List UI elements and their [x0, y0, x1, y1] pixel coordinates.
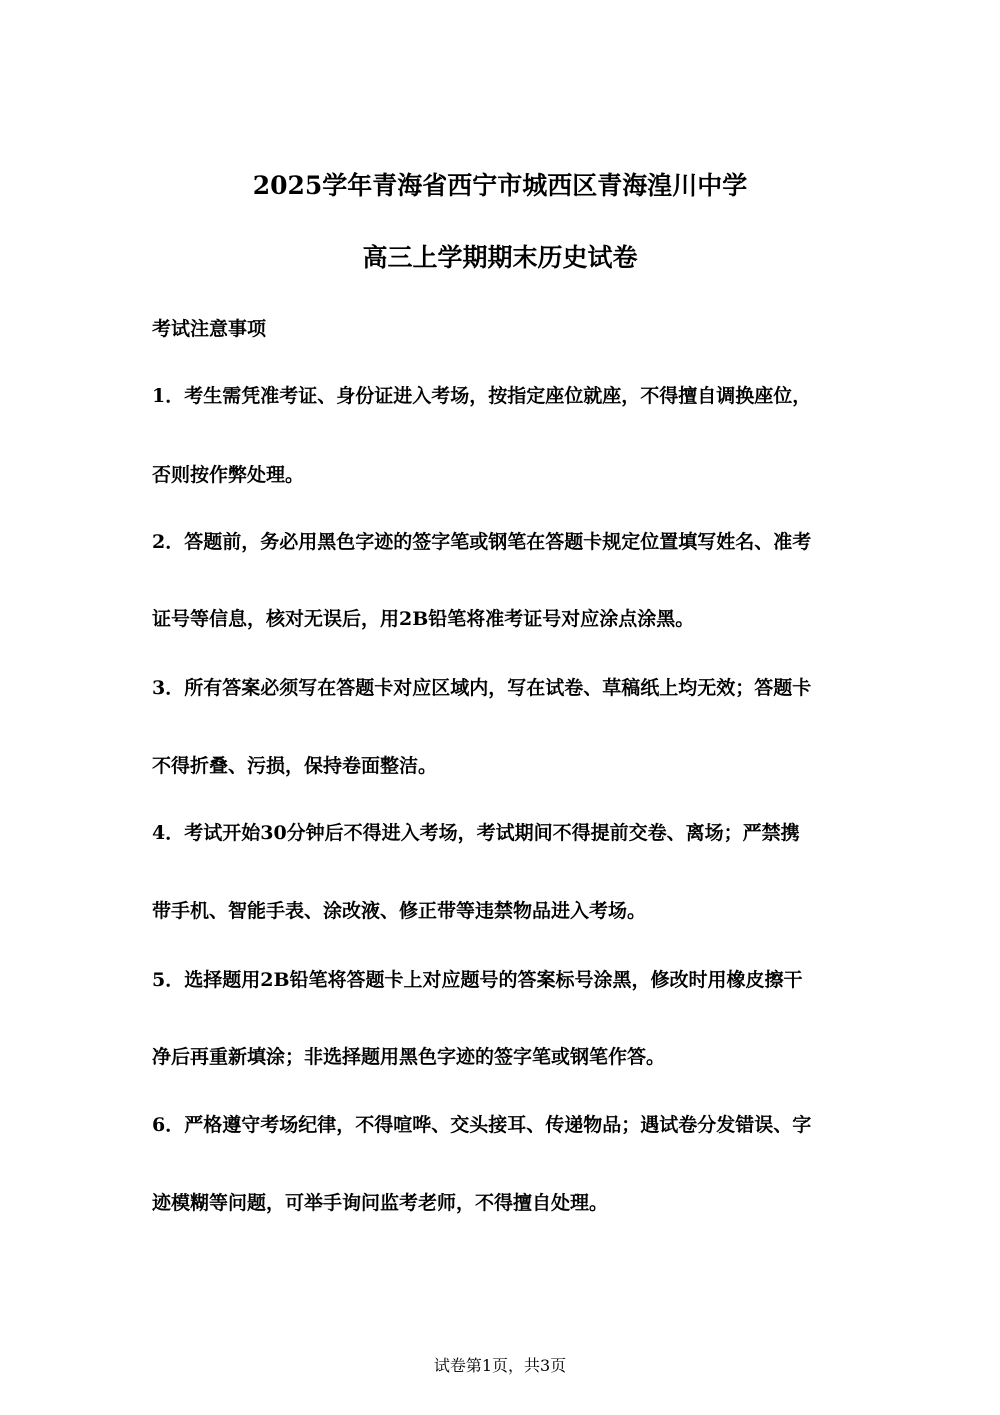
notice-item-5-line-2: 净后再重新填涂；非选择题用黑色字迹的签字笔或钢笔作答。	[152, 1046, 666, 1068]
notice-item-3-line-1: 3．所有答案必须写在答题卡对应区域内，写在试卷、草稿纸上均无效；答题卡	[152, 677, 812, 699]
title-line-1: 2025学年青海省西宁市城西区青海湟川中学	[252, 171, 748, 200]
notice-item-6-line-2: 迹模糊等问题，可举手询问监考老师，不得擅自处理。	[152, 1192, 609, 1214]
notice-item-4-line-2: 带手机、智能手表、涂改液、修正带等违禁物品进入考场。	[152, 900, 647, 922]
notice-item-5-line-1: 5．选择题用2B铅笔将答题卡上对应题号的答案标号涂黑，修改时用橡皮擦干	[152, 969, 803, 991]
notice-item-3-line-2: 不得折叠、污损，保持卷面整洁。	[152, 755, 438, 777]
notice-item-1-line-2: 否则按作弊处理。	[152, 464, 305, 486]
page-footer: 试卷第1页，共3页	[433, 1356, 567, 1375]
notice-item-2-line-1: 2．答题前，务必用黑色字迹的签字笔或钢笔在答题卡规定位置填写姓名、准考	[152, 531, 812, 553]
notice-item-2-line-2: 证号等信息，核对无误后，用2B铅笔将准考证号对应涂点涂黑。	[152, 608, 695, 630]
notice-item-1-line-1: 1．考生需凭准考证、身份证进入考场，按指定座位就座，不得擅自调换座位，	[152, 385, 812, 407]
notice-item-6-line-1: 6．严格遵守考场纪律，不得喧哗、交头接耳、传递物品；遇试卷分发错误、字	[152, 1114, 812, 1136]
notice-item-4-line-1: 4．考试开始30分钟后不得进入考场，考试期间不得提前交卷、离场；严禁携	[152, 822, 800, 844]
title-line-2: 高三上学期期末历史试卷	[362, 243, 638, 272]
notice-heading: 考试注意事项	[152, 318, 267, 340]
